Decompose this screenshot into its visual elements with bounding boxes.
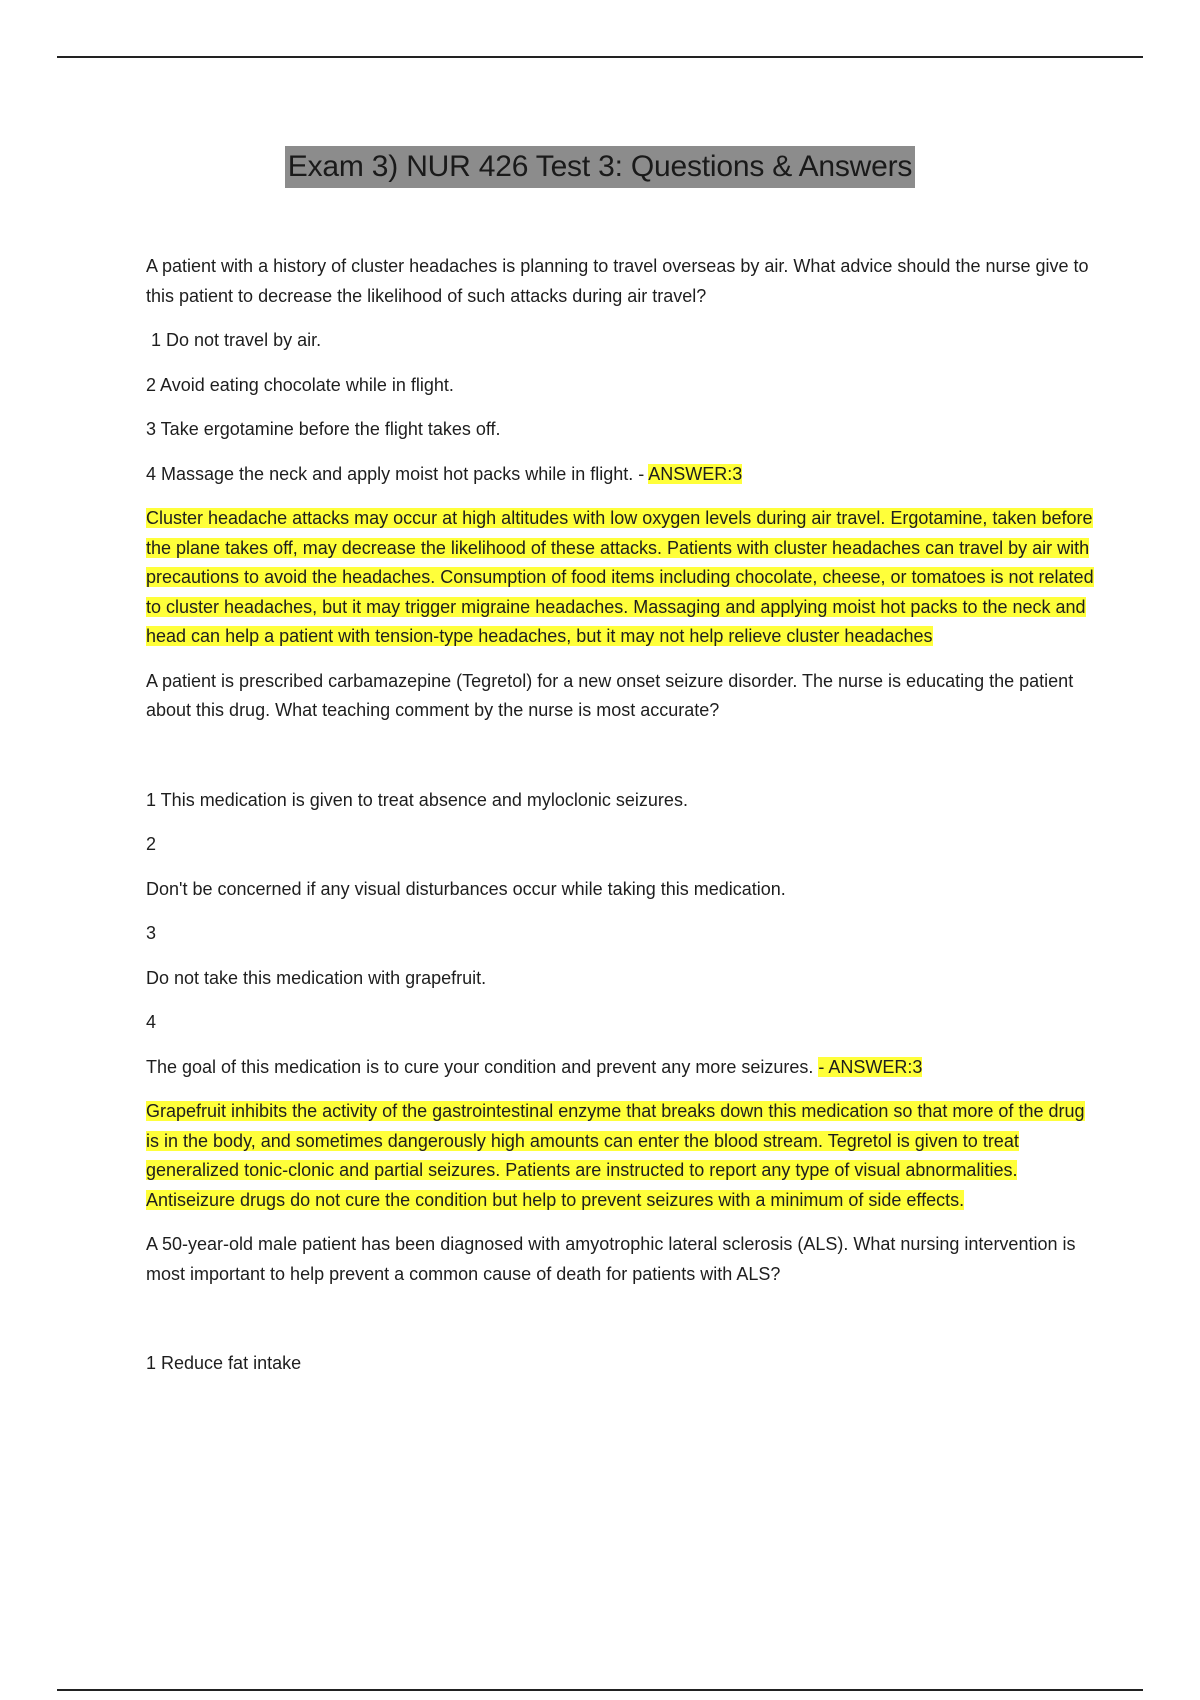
question-1-answer: ANSWER:3 [648,463,743,484]
spacer [146,741,1096,786]
title-container [0,146,1200,188]
question-2-answer: - ANSWER:3 [818,1056,923,1077]
question-2-stem: A patient is prescribed carbamazepine (Tegretol) for a new onset seizure disorder. The nurse is educating the patient about this drug. What teaching comment by the nurse is most accurate? [146,670,1074,720]
document-body [146,252,1096,1394]
question-2-option-2-text: Don't be concerned if any visual disturbances occur while taking this medication. [146,878,786,899]
question-2-option-3-text: Do not take this medication with grapefruit. [146,967,487,988]
question-1-rationale-text: Cluster headache attacks may occur at high altitudes with low oxygen levels during air travel. Ergotamine, taken before the plane takes off, may decrease the likelihood of these attacks. Patients with cluster headaches can travel by air with precautions to avoid the headaches. Consumption of food items including chocolate, cheese, or tomatoes is not related to cluster headaches, but it may trigger migraine headaches. Massaging and applying moist hot packs to the neck and head can help a patient with tension-type headaches, but it may not help relieve cluster headaches [146,508,1094,646]
question-2-option-2-number: 2 [146,834,157,854]
question-2-option-4-text: The goal of this medication is to cure your condition and prevent any more seizures. [146,1056,814,1077]
question-3-option-1: 1 Reduce fat intake [146,1353,302,1373]
document-title: Exam 3) NUR 426 Test 3: Questions & Answers [285,146,915,188]
question-1-option-2: 2 Avoid eating chocolate while in flight. [146,374,454,395]
question-2-rationale-text: Grapefruit inhibits the activity of the gastrointestinal enzyme that breaks down this medication so that more of the drug is in the body, and sometimes dangerously high amounts can enter the blood stream. Tegretol is given to treat generalized tonic-clonic and partial seizures. Patients are instructed to report any type of visual abnormalities. Antiseizure drugs do not cure the condition but help to prevent seizures with a minimum of side effects. [146,1101,1085,1210]
footer-rule [57,1689,1143,1691]
question-2-option-4-number: 4 [146,1012,157,1032]
question-1-stem: A patient with a history of cluster headaches is planning to travel overseas by air. What advice should the nurse give to this patient to decrease the likelihood of such attacks during air travel? [146,256,1089,306]
question-1-option-4 [146,460,1096,490]
question-1-option-1: 1 Do not travel by air. [151,330,322,350]
question-2-option-4 [146,1053,1096,1083]
question-3-stem: A 50-year-old male patient has been diagnosed with amyotrophic lateral sclerosis (ALS). What nursing intervention is most important to help prevent a common cause of death for patients with ALS? [146,1234,1076,1284]
question-2-rationale [146,1097,1096,1215]
question-1-option-4-text: 4 Massage the neck and apply moist hot packs while in flight. - [146,463,645,484]
question-1-rationale [146,504,1096,652]
spacer [146,1304,1096,1349]
question-1-option-3: 3 Take ergotamine before the flight takes off. [146,419,501,439]
question-2-option-1: 1 This medication is given to treat absence and myloclonic seizures. [146,789,688,810]
question-2-option-3-number: 3 [146,923,157,943]
header-rule [57,56,1143,58]
